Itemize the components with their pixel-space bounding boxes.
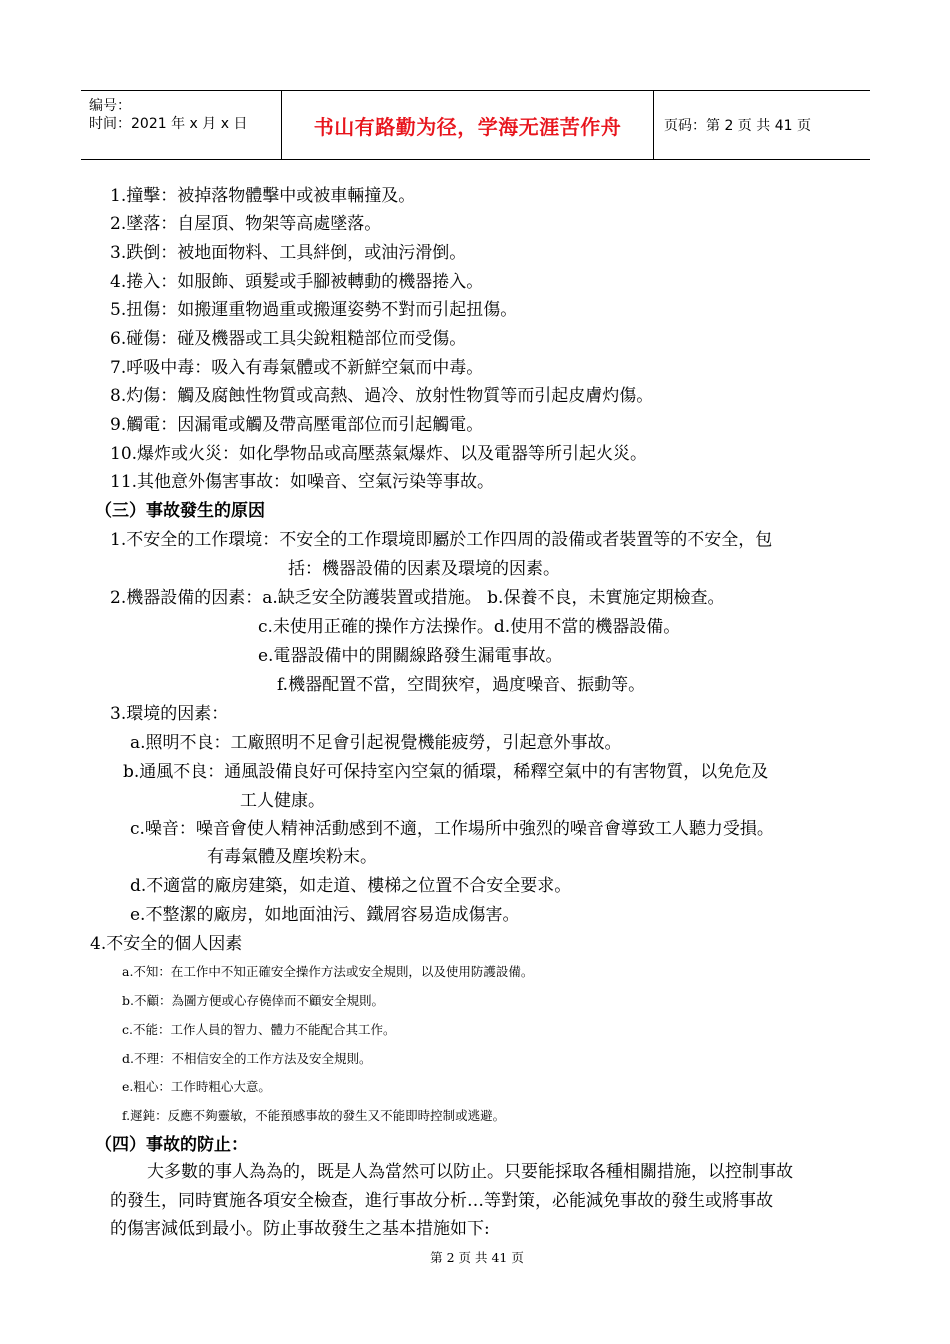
accident-type-item: 5.扭傷：如搬運重物過重或搬運姿勢不對而引起扭傷。 bbox=[110, 300, 518, 320]
list-item: f.遲鈍：反應不夠靈敏，不能預感事故的發生又不能即時控制或逃避。 bbox=[122, 1108, 506, 1123]
paragraph-line: e.不整潔的廠房，如地面油污、鐵屑容易造成傷害。 bbox=[130, 905, 520, 925]
paragraph-line: 有毒氣體及塵埃粉末。 bbox=[207, 847, 377, 867]
paragraph-line: c.噪音：噪音會使人精神活動感到不適，工作場所中強烈的噪音會導致工人聽力受損。 bbox=[130, 819, 774, 839]
accident-type-item: 8.灼傷：觸及腐蝕性物質或高熱、過冷、放射性物質等而引起皮膚灼傷。 bbox=[110, 386, 654, 406]
accident-type-item: 3.跌倒：被地面物料、工具絆倒，或油污滑倒。 bbox=[110, 243, 467, 263]
accident-type-item: 6.碰傷：碰及機器或工具尖銳粗糙部位而受傷。 bbox=[110, 329, 467, 349]
paragraph-line: 大多數的事人為為的，既是人為當然可以防止。只要能採取各種相關措施，以控制事故 bbox=[147, 1162, 793, 1182]
paragraph-line: 的發生，同時實施各項安全檢查，進行事故分析…等對策，必能減免事故的發生或將事故 bbox=[110, 1191, 773, 1211]
paragraph-line: e.電器設備中的開關線路發生漏電事故。 bbox=[258, 646, 563, 666]
list-item: a.不知：在工作中不知正確安全操作方法或安全規則，以及使用防護設備。 bbox=[122, 964, 534, 979]
accident-type-item: 2.墜落：自屋頂、物架等高處墜落。 bbox=[110, 214, 382, 234]
accident-type-item: 10.爆炸或火災：如化學物品或高壓蒸氣爆炸、以及電器等所引起火災。 bbox=[110, 444, 648, 464]
list-item: e.粗心：工作時粗心大意。 bbox=[122, 1079, 271, 1094]
accident-type-item: 1.撞擊：被掉落物體擊中或被車輛撞及。 bbox=[110, 186, 416, 206]
paragraph-line: c.未使用正確的操作方法操作。d.使用不當的機器設備。 bbox=[258, 617, 681, 637]
paragraph-line: 的傷害減低到最小。防止事故發生之基本措施如下: bbox=[110, 1219, 490, 1239]
subsection-heading: 4.不安全的個人因素 bbox=[90, 934, 243, 954]
paragraph-line: f.機器配置不當，空間狹窄，過度噪音、振動等。 bbox=[277, 675, 646, 695]
header-page-cell bbox=[654, 91, 870, 159]
paragraph-line: b.通風不良：通風設備良好可保持室內空氣的循環，稀釋空氣中的有害物質，以免危及 bbox=[123, 762, 769, 782]
accident-type-item: 9.觸電：因漏電或觸及帶高壓電部位而引起觸電。 bbox=[110, 415, 484, 435]
paragraph-line: 括：機器設備的因素及環境的因素。 bbox=[288, 559, 560, 579]
section-heading: （三）事故發生的原因 bbox=[95, 501, 265, 521]
document-number-label: 编号： bbox=[89, 98, 131, 114]
header-motto: 书山有路勤为径，学海无涯苦作舟 bbox=[313, 114, 622, 139]
page-header bbox=[81, 90, 870, 160]
paragraph-line: 1.不安全的工作環境：不安全的工作環境即屬於工作四周的設備或者裝置等的不安全，包 bbox=[110, 530, 773, 550]
paragraph-line: 2.機器設備的因素：a.缺乏安全防護裝置或措施。 b.保養不良，未實施定期檢查。 bbox=[110, 588, 725, 608]
subsection-heading: 3.環境的因素： bbox=[110, 704, 229, 724]
header-motto-cell bbox=[282, 91, 654, 159]
list-item: b.不顧：為圖方便或心存僥倖而不顧安全規則。 bbox=[122, 993, 384, 1008]
page-footer bbox=[0, 1248, 950, 1266]
accident-type-item: 7.呼吸中毒：吸入有毒氣體或不新鮮空氣而中毒。 bbox=[110, 358, 484, 378]
accident-type-item: 4.捲入：如服飾、頭髮或手腳被轉動的機器捲入。 bbox=[110, 272, 484, 292]
section-heading: （四）事故的防止： bbox=[95, 1135, 248, 1155]
accident-type-item: 11.其他意外傷害事故：如噪音、空氣污染等事故。 bbox=[110, 472, 495, 492]
list-item: d.不理：不相信安全的工作方法及安全規則。 bbox=[122, 1051, 372, 1066]
footer-page-number: 第 2 页 共 41 页 bbox=[430, 1250, 524, 1265]
list-item: c.不能：工作人員的智力、體力不能配合其工作。 bbox=[122, 1022, 396, 1037]
header-meta-cell bbox=[81, 91, 282, 159]
paragraph-line: d.不適當的廠房建築，如走道、樓梯之位置不合安全要求。 bbox=[130, 876, 572, 896]
header-page-info: 页码：第 2 页 共 41 页 bbox=[664, 118, 811, 134]
document-date-label: 时间：2021 年 x 月 x 日 bbox=[89, 116, 248, 132]
paragraph-line: a.照明不良：工廠照明不足會引起視覺機能疲勞，引起意外事故。 bbox=[130, 733, 622, 753]
paragraph-line: 工人健康。 bbox=[240, 791, 325, 811]
